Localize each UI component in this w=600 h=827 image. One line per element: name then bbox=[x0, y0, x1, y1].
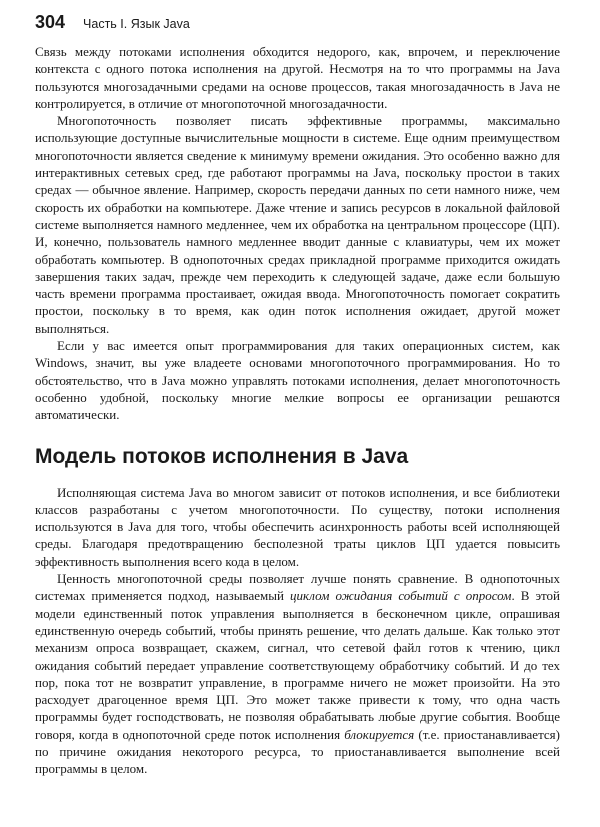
page-header bbox=[35, 12, 190, 33]
paragraph-multithreading-efficiency: Многопоточность позволяет писать эффективные программы, максимально использующие доступные вычислительные мощности в системе. Еще одним преимуществом многопоточности является сведение к минимуму времени ожидания. Это особенно важно для интерактивных сетевых сред, где работают программы на Java, поскольку простои в таких средах — обычное явление. Например, скорость передачи данных по сети намного ниже, чем скорость их обработки на компьютере. Даже чтение и запись ресурсов в локальной файловой системе выполняется намного медленнее, чем их обработка на центральном процессоре (ЦП). И, конечно, пользователь намного медленнее вводит данные с клавиатуры, чем их может обработать компьютер. В однопоточных средах прикладной программе приходится ожидать завершения таких задач, прежде чем переходить к следующей задаче, даже если большую часть времени программа простаивает, ожидая ввода. Многопоточность помогает сократить простои, поскольку в то время, как один поток исполнения ожидает, другой может выполняться. bbox=[35, 113, 560, 336]
running-head: Часть I. Язык Java bbox=[83, 17, 190, 31]
paragraph-windows-experience: Если у вас имеется опыт программирования для таких операционных систем, как Windows, значит, вы уже владеете основами многопоточного программирования. Но то обстоятельство, что в Java можно управлять потоками исполнения, делает многопоточность особенно удобной, поскольку многие мелкие вопросы ее организации решаются автоматически. bbox=[35, 338, 560, 423]
text-run: Ценность многопоточной среды позволяет лучше понять сравнение. В однопоточных системах применяется подход, называемый bbox=[35, 571, 560, 604]
emphasis-event-loop: циклом ожидания событий с опросом bbox=[289, 588, 512, 604]
text-run: (т.е. приостанавливается) по причине ожидания некоторого ресурса, то приостанавливается выполнение всей программы в целом. bbox=[35, 726, 560, 777]
text-run: . В этой модели единственный поток управления выполняется в бесконечном цикле, опрашивая единственную очередь событий, чтобы принять решение, что делать дальше. Как только этот механизм опроса возвращает, скажем, сигнал, что сетевой файл готов к чтению, цикл ожидания событий передает управление соответствующему обработчику событий. И до тех пор, пока тот не возвратит управление, в программе ничего не может произойти. На это расходует драгоценное время ЦП. Это может также привести к тому, что одна часть программы будет господствовать, не позволяя обрабатывать любые другие события. Вообще говоря, когда в однопоточной среде поток исполнения bbox=[35, 588, 561, 742]
emphasis-blocked: блокируется bbox=[344, 726, 415, 742]
section-heading: Модель потоков исполнения в Java bbox=[35, 444, 409, 468]
paragraph-java-runtime: Исполняющая система Java во многом зависит от потоков исполнения, и все библиотеки классов разработаны с учетом многопоточности. По существу, потоки исполнения используются в Java для того, чтобы обеспечить асинхронность работы всей исполняющей среды. Благодаря предотвращению бесполезной траты циклов ЦП удается повысить эффективность выполнения всего кода в целом. bbox=[35, 484, 560, 569]
page-body bbox=[35, 43, 560, 778]
paragraph-continued: Связь между потоками исполнения обходится недорого, как, впрочем, и переключение контекста с одного потока исполнения на другой. Несмотря на то что программы на Java пользуются многозадачными средами на основе процессов, такая многозадачность в Java не контролируется, в отличие от многопоточной многозадачности. bbox=[35, 44, 560, 111]
paragraph-event-loop bbox=[35, 570, 560, 778]
page-number: 304 bbox=[35, 12, 66, 32]
